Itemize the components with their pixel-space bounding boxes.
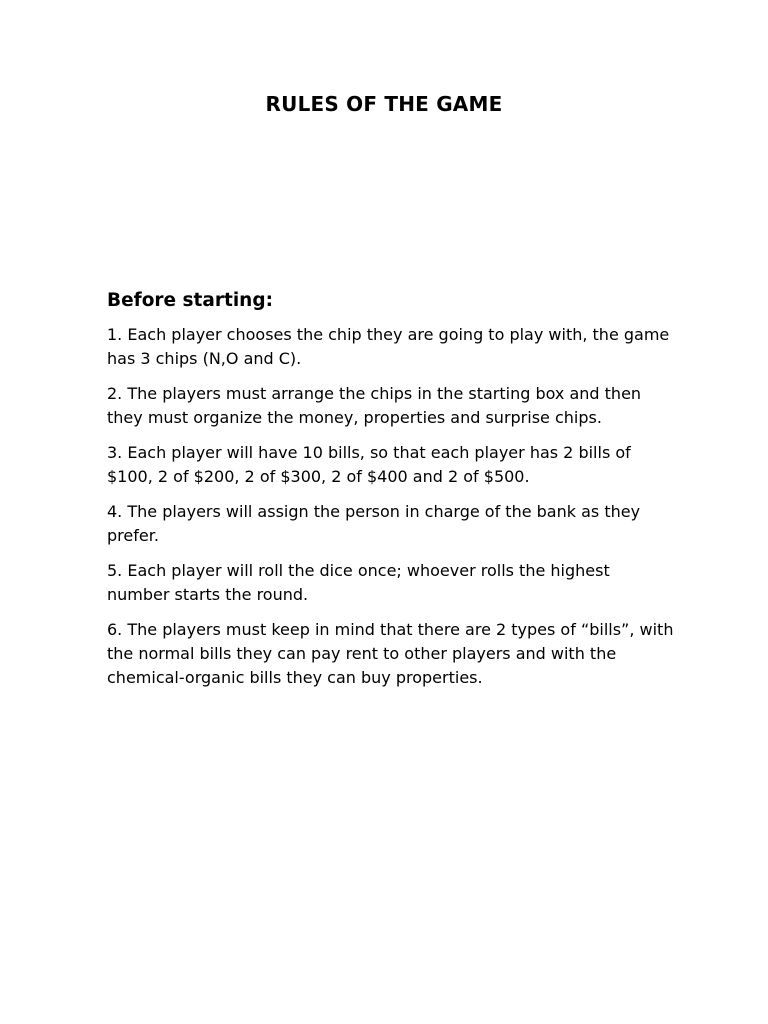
rule-item-2: 2. The players must arrange the chips in the starting box and then they must organize the money, properties and surprise chips. — [107, 384, 642, 427]
rule-item-5: 5. Each player will roll the dice once; whoever rolls the highest number starts the round. — [107, 561, 610, 604]
rule-item-3: 3. Each player will have 10 bills, so that each player has 2 bills of $100, 2 of $200, 2 of $300, 2 of $400 and 2 of $500. — [107, 443, 631, 486]
page-title: RULES OF THE GAME — [265, 92, 503, 116]
rule-item-6: 6. The players must keep in mind that there are 2 types of “bills”, with the normal bills they can pay rent to other players and with the chemical-organic bills they can buy properties. — [107, 620, 674, 687]
section-heading: Before starting: — [107, 290, 273, 311]
rules-section — [107, 288, 677, 701]
rule-item-4: 4. The players will assign the person in charge of the bank as they prefer. — [107, 502, 641, 545]
rule-item-1: 1. Each player chooses the chip they are going to play with, the game has 3 chips (N,O and C). — [107, 325, 670, 368]
rules-list — [107, 323, 677, 690]
